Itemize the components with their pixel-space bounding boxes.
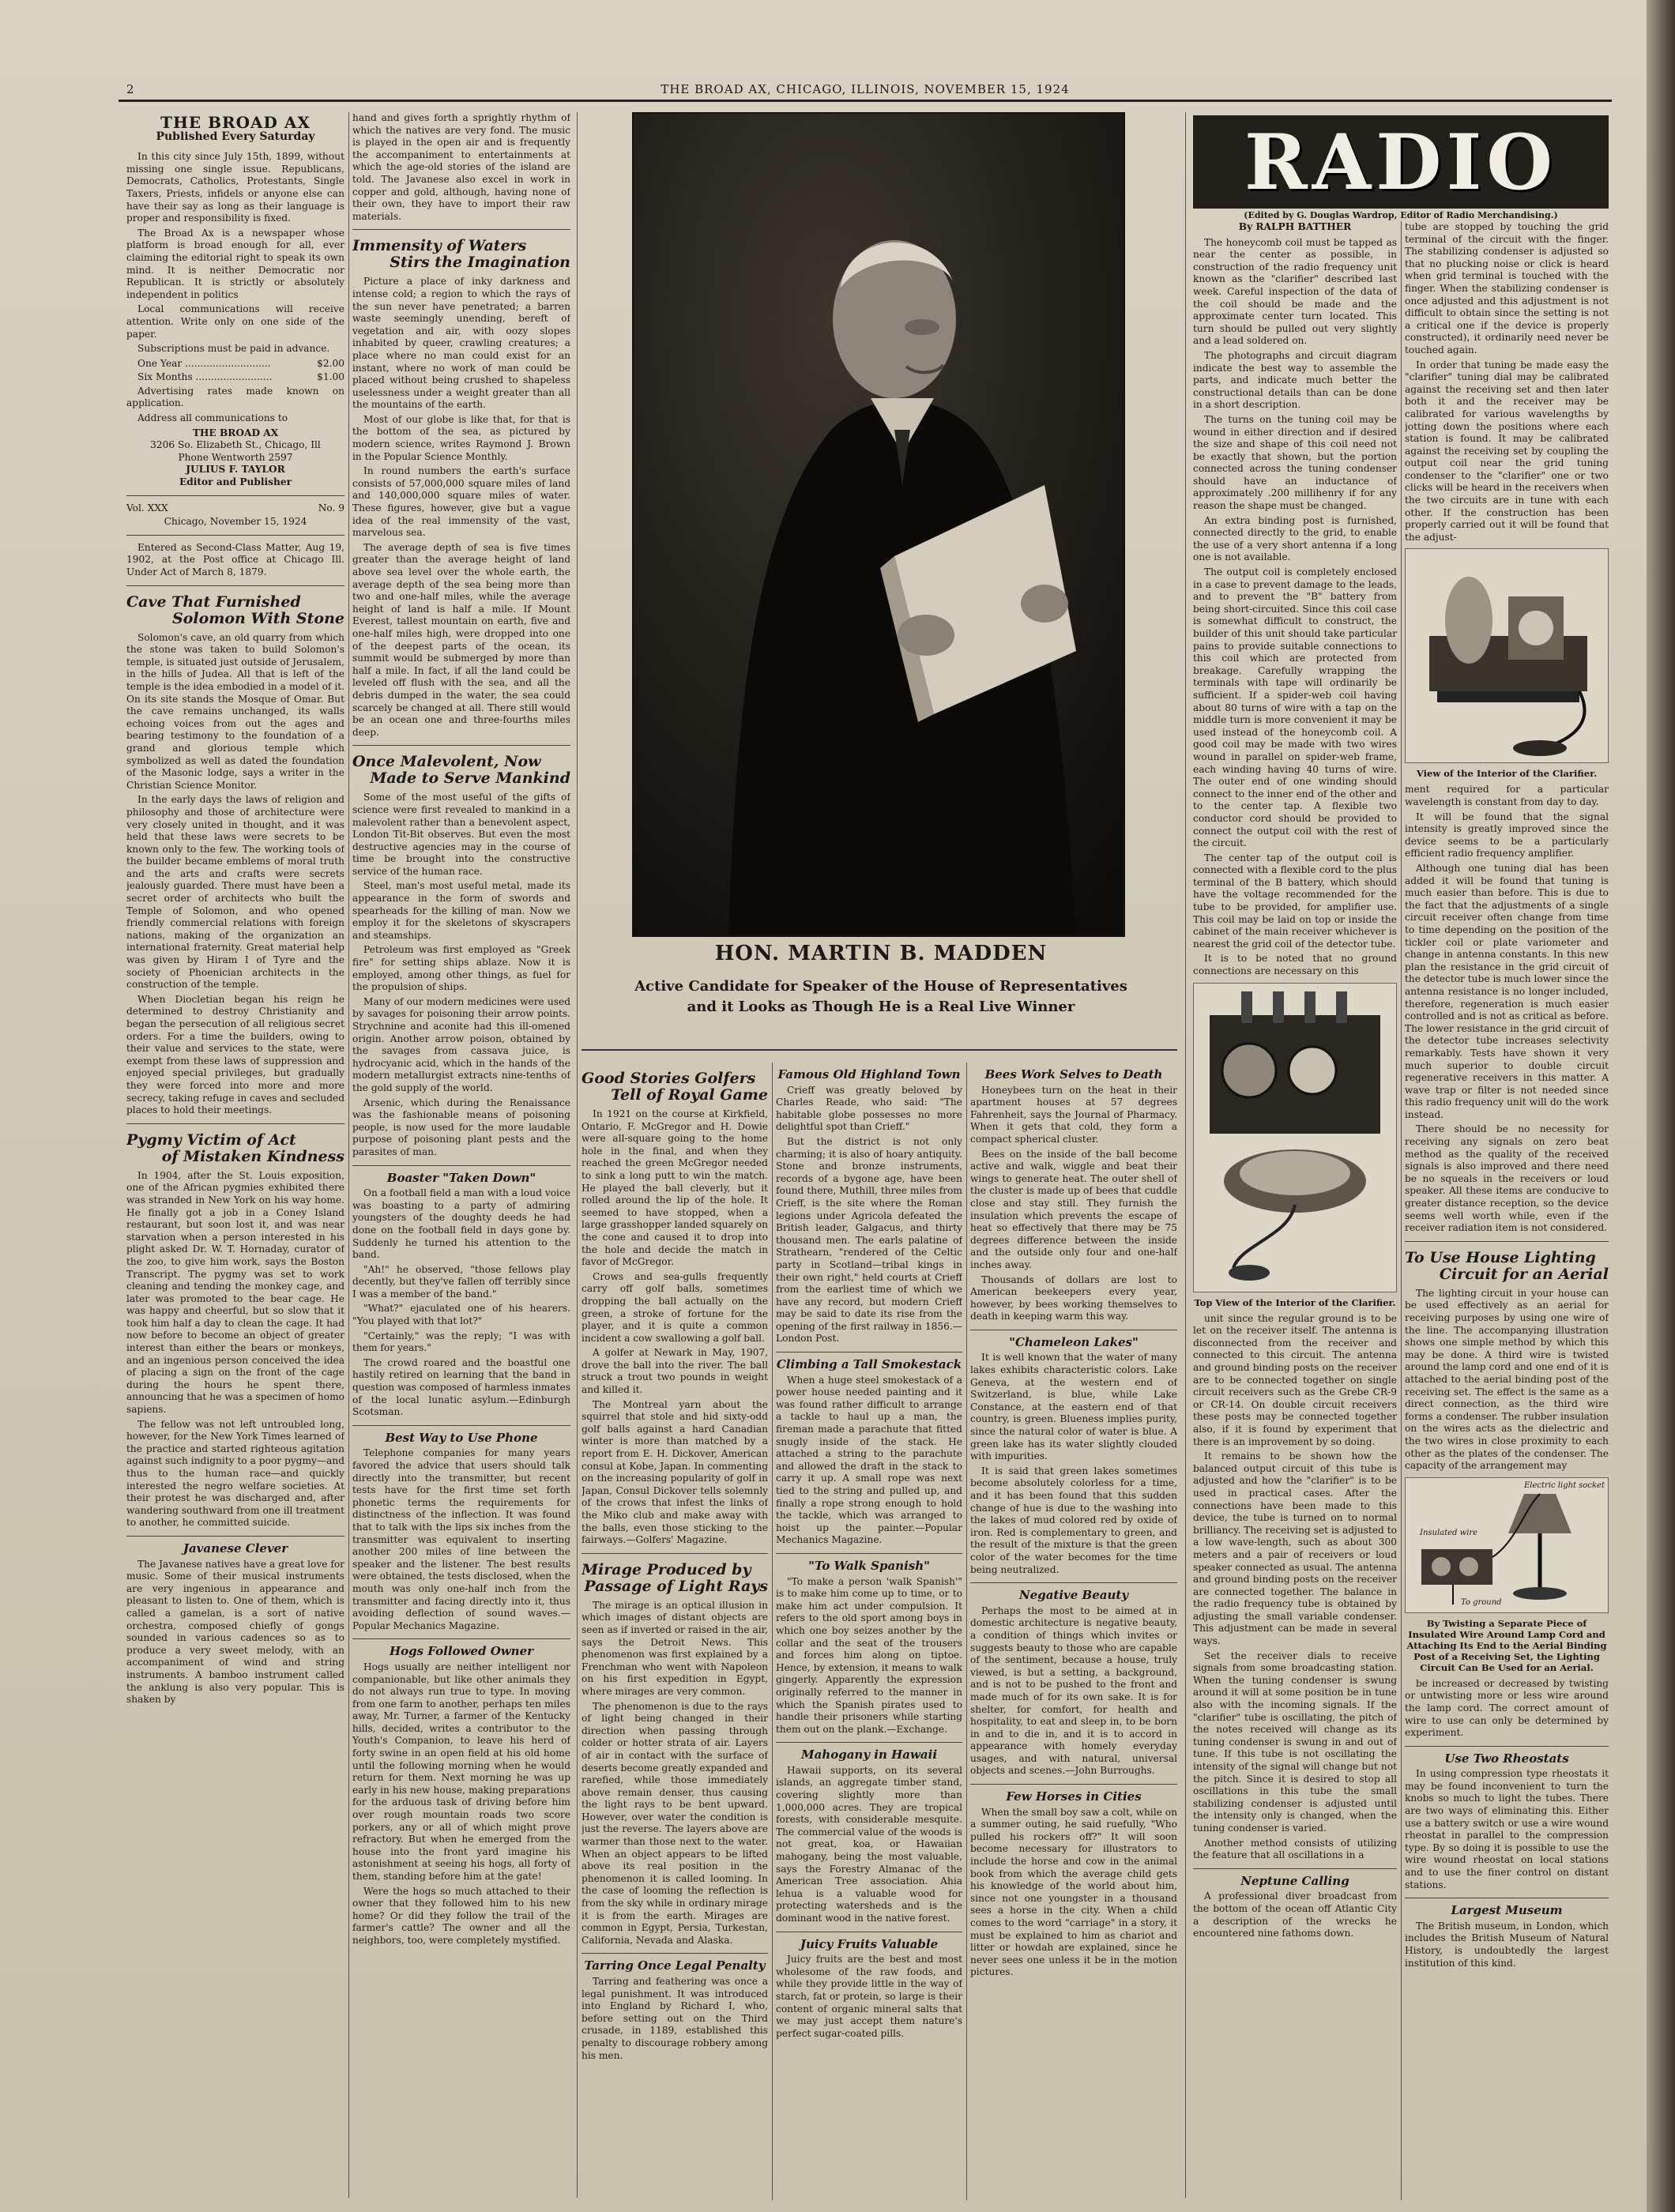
paragraph: An extra binding post is furnished, connected directly to the grid, to enable the use of a very short antenna if a long one is not available. — [1193, 514, 1397, 563]
divider — [352, 1425, 570, 1426]
headline: Climbing a Tall Smokestack — [776, 1357, 962, 1372]
subscription-term: Six Months ......................... — [137, 371, 273, 383]
radio-banner-title: RADIO — [1244, 117, 1558, 207]
headline: Mahogany in Hawaii — [800, 1747, 938, 1762]
paragraph: be increased or decreased by twisting or untwisting more or less wire around the lamp cord. The correct amount of wire to use can only be determined by experiment. — [1405, 1677, 1609, 1739]
headline — [582, 1562, 768, 1595]
paragraph: There should be no necessity for receiving any signals on zero beat method as the quality of the received signals is also improved and there need be no squeals in the receivers or loud speaker. All these items are conducive to greater distance reception, so the device seems well worth while, even if the receiver radiation item is not considered. — [1405, 1123, 1609, 1234]
divider — [1405, 1746, 1609, 1747]
paragraph: In order that tuning be made easy the "clarifier" tuning dial may be calibrated against the receiving set and then later both it and the receiver may be calibrated for various wavelengths by jotting down the positions where each station is found. It may be calibrated against the receiving set by coupling the output coil near the grid tuning condenser to the "clarifier" one or two clicks will be heard in the receivers when the two circuits are in tune with each other. If the construction has been properly carried out it will be found that the adjust- — [1405, 359, 1609, 543]
figure-caption: Top View of the Interior of the Clarifier. — [1194, 1296, 1396, 1308]
column-rule — [772, 1063, 773, 2200]
byline: By RALPH BATTHER — [1238, 221, 1352, 232]
paragraph: Advertising rates made known on application. — [126, 385, 344, 409]
issue-date: Chicago, November 15, 1924 — [164, 516, 307, 528]
divider — [582, 1049, 1177, 1051]
paragraph: The turns on the tuning coil may be wound in either direction and if desired the size and shape of this coil need not be exactly that shown, but the portion connected across the tuning condenser should have an inductance of approximately .200 millihenry if for any reason the shape must be changed. — [1193, 413, 1397, 512]
paragraph: It remains to be shown how the balanced output circuit of this tube is adjusted and how the "clarifier" is to be used in practical cases. After the connections have been made to this device, the tube is turned on to normal brilliancy. The receiving set is adjusted to a low wave-length, such as about 300 meters and a pair of receivers or loud speaker connected as usual. The antenna and ground binding posts on the receiver are connected together. The balance in the radio frequency tube is obtained by adjusting the small variable condenser. This adjustment can be made in several ways. — [1193, 1450, 1397, 1647]
paragraph: The phenomenon is due to the rays of light being changed in their direction when passing through colder or hotter strata of air. Layers of air in contact with the surface of deserts become greatly expanded and rarefied, while those immediately above remain denser, thus causing the light rays to be bent upward. However, over water the condition is just the reverse. The layers above are warmer than those next to the water. When an object appears to be lifted above its real position in the phenomenon it is called looming. In the case of looming the reflection is from the sky while in ordinary mirage it is from the earth. Mirages are common in Egypt, Persia, Turkestan, California, Nevada and Alaska. — [582, 1700, 768, 1946]
headline-line: Circuit for an Aerial — [1439, 1265, 1609, 1283]
paragraph: Bees on the inside of the ball become active and walk, wiggle and beat their wings to generate heat. The outer shell of the cluster is made up of bees that cuddle close and stay still. They furnish the insulation which prevents the escape of heat so effectively that there may be 75 degrees difference between the inside and the outside only four and one-half inches away. — [970, 1148, 1177, 1270]
subscription-price: $2.00 — [317, 357, 344, 369]
headline: Javanese Clever — [183, 1540, 288, 1556]
paragraph: Crieff was greatly beloved by Charles Reade, who said: "The habitable globe possesses no more delightful spot than Crieff." — [776, 1084, 962, 1133]
paragraph: It is to be noted that no ground connections are necessary on this — [1193, 953, 1397, 977]
paragraph: Thousands of dollars are lost to American beekeepers every year, however, by bees working themselves to death in keeping warm this way. — [970, 1273, 1177, 1322]
headline — [352, 754, 570, 787]
address-line: JULIUS F. TAYLOR — [186, 464, 285, 476]
paragraph: It is said that green lakes sometimes become absolutely colorless for a time, and it has been found that this sudden change of hue is due to the washing into the lakes of mud colored red by oxide of iron. Red is complementary to green, and the result of the mixture is that the green color of the water becomes for the time being neutralized. — [970, 1465, 1177, 1575]
paragraph: Picture a place of inky darkness and intense cold; a region to which the rays of the sun never have penetrated; a barren waste seemingly unending, bereft of vegetation and air, with oozy slopes inhabited by queer, crawling creatures; a place where no man could exist for an instant, where no work of man could be placed without being crushed to shapeless uselessness under a weight greater than all the mountains of the earth. — [352, 276, 570, 411]
headline-line: of Mistaken Kindness — [161, 1147, 344, 1165]
headline-line: Made to Serve Mankind — [370, 769, 570, 788]
headline: Hogs Followed Owner — [389, 1644, 534, 1659]
figure-caption: View of the Interior of the Clarifier. — [1416, 768, 1598, 780]
paragraph: In this city since July 15th, 1899, without missing one single issue. Republicans, Democrats, Catholics, Protestants, Single Taxers, Priests, infidels or anyone else can have their say as long as their language is proper and responsibility is fixed. — [126, 151, 344, 224]
paragraph: In using compression type rheostats it may be found inconvenient to turn the knobs so much to light the tubes. There are two ways of eliminating this. Either use a battery switch or use a wire wound rheostat in parallel to the compression type. By so doing it is possible to use the wire wound rheostat on local stations and to use the finer control on distant stations. — [1405, 1768, 1609, 1890]
divider — [352, 745, 570, 746]
clarifier-illustration — [1194, 984, 1396, 1290]
headline-line: To Use House Lighting — [1405, 1248, 1596, 1266]
column-rule — [1185, 112, 1186, 2198]
paragraph: Set the receiver dials to receive signals from some broadcasting station. When the tuning condenser is swung around it will at some position be in tune also with the incoming signals. If the "clarifier" tube is oscillating, the pitch of the notes received will change as its tuning condenser is swung in and out of tune. If this tube is not oscillating the intensity of the signal will change but not the pitch. Since it is desired to stop all oscillations in this tube the small stabilizing condenser is adjusted until the intensity only is changed, when the tuning condenser is varied. — [1193, 1650, 1397, 1834]
paragraph: In round numbers the earth's surface consists of 57,000,000 square miles of land and 140,000,000 square miles of water. These figures, however, give but a vague idea of the real immensity of the vast, marvelous sea. — [352, 465, 570, 539]
headline-line: Cave That Furnished — [126, 592, 301, 611]
paragraph: "Certainly," was the reply; "I was with them for years." — [352, 1330, 570, 1354]
photo-caption — [632, 976, 1130, 1018]
paragraph: Petroleum was first employed as "Greek fire" for setting ships ablaze. Now it is employed, among other things, as fuel for the propulsion of ships. — [352, 944, 570, 993]
headline-line: Solomon With Stone — [172, 609, 344, 627]
headline: Famous Old Highland Town — [777, 1067, 961, 1082]
column-2 — [352, 112, 570, 2182]
paragraph: "What?" ejaculated one of his hearers. "You played with that lot?" — [352, 1303, 570, 1327]
paragraph: Hogs usually are neither intelligent nor companionable, but like other animals they do not always run true to type. In moving from one farm to another, perhaps ten miles away, Mr. Turner, a farmer of the Kentucky hills, decided, writes a contributor to the Youth's Companion, to leave his herd of forty swine in an open field at his old home until the following morning when he would return for them. Next morning he was up early in his new house, making preparations for the arduous task of driving before him over rough mountain roads two score porkers, any or all of which might prove refractory. But when he emerged from the house into the front yard imagine his astonishment at seeing his hogs, all forty of them, standing before him at the gate! — [352, 1661, 570, 1882]
paragraph: Many of our modern medicines were used by savages for poisoning their arrow points. Strychnine and aconite had this ill-omened origin. Another arrow poison, obtained by the savages from cassava juice, is hydrocyanic acid, which in the hands of the modern metallurgist extracts nine-tenths of the gold supply of the world. — [352, 995, 570, 1093]
paragraph: The lighting circuit in your house can be used effectively as an aerial for receiving purposes by using one wire of the line. The accompanying illustration shows one simple method by which this may be done. A third wire is twisted around the lamp cord and one end of it is attached to the aerial binding post of the receiving set. The effect is the same as a direct connection, as the third wire forms a condenser. The rubber insulation on the wires acts as the dielectric and the two wires in close proximity to each other as the plates of the condenser. The capacity of the arrangement may — [1405, 1287, 1609, 1472]
address-line: Phone Wentworth 2597 — [178, 451, 293, 463]
paragraph: Were the hogs so much attached to their owner that they followed him to his new home? Or did they follow the trail of the farmer's cattle? The owner and all the neighbors, too, were completely mystified. — [352, 1885, 570, 1946]
divider — [970, 1582, 1177, 1583]
headline: "Chameleon Lakes" — [1009, 1334, 1139, 1349]
caption-line: and it Looks as Though He is a Real Live Winner — [687, 999, 1075, 1015]
paragraph: unit since the regular ground is to be let on the receiver itself. The antenna is disconnected from the receiver and connected to this circuit. The antenna and ground binding posts on the receiver are to be connected together on single circuit receivers such as the Grebe CR-9 or CR-14. On double circuit receivers these posts may be connected together also, if it is found by experiment that there is an improvement by so doing. — [1193, 1312, 1397, 1447]
photo-caption-title: HON. MARTIN B. MADDEN — [714, 942, 1048, 965]
portrait-illustration — [634, 114, 1124, 935]
radio-editor-line: (Edited by G. Douglas Wardrop, Editor of Radio Merchandising.) — [1244, 210, 1558, 220]
center-column-1 — [582, 1063, 768, 2200]
subscription-price: $1.00 — [317, 371, 344, 383]
headline-line: Immensity of Waters — [352, 237, 527, 255]
paragraph: The fellow was not left untroubled long, however, for the New York Times learned of the practice and started righteous agitation against such indignity to a poor pygmy—and thus to the human race—and quickly interested the negro welfare societies. At their protest he was discharged and, after wandering southward from one ill treatment to another, he committed suicide. — [126, 1418, 344, 1529]
paragraph: Telephone companies for many years favored the advice that users should talk directly into the transmitter, but recent tests have for the first time set forth phonetic terms the requirements for distinctness of the inflection. It was found that to talk with the lips six inches from the transmitter was equivalent to inserting another 200 miles of line between the speaker and the listener. The best results were obtained, the tests disclosed, when the mouth was only one-half inch from the transmitter and facing directly into it, thus avoiding deflection of sound waves.—Popular Mechanics Magazine. — [352, 1447, 570, 1631]
figure-caption: By Twisting a Separate Piece of Insulated Wire Around Lamp Cord and Attaching Its End to the Aerial Binding Post of a Receiving Set, the Lighting Circuit Can Be Used for an Aerial. — [1406, 1617, 1607, 1673]
page-number: 2 — [126, 82, 135, 96]
headline — [352, 238, 570, 271]
paragraph: Crows and sea-gulls frequently carry off golf balls, sometimes dropping the ball actually on the green, a stroke of fortune for the player, and it is quite a common incident a cow swallowing a golf ball. — [582, 1270, 768, 1344]
paragraph: hand and gives forth a sprightly rhythm of which the natives are very fond. The music is played in the open air and is frequently the accompaniment to entertainments at which the age-old stories of the island are told. The Javanese also excel in work in copper and gold, although, having none of their own, they have to import their raw materials. — [352, 112, 570, 222]
divider — [582, 1953, 768, 1954]
headline: Few Horses in Cities — [1006, 1789, 1142, 1804]
paragraph: The center tap of the output coil is connected with a flexible cord to the plus terminal of the B battery, which should have the voltage recommended for the tube to be provided, for amplifier use. This coil may be laid on top or inside the cabinet of the main receiver whichever is nearest the grid coil of the detector tube. — [1193, 852, 1397, 950]
paragraph: Tarring and feathering was once a legal punishment. It was introduced into England by Richard I, who, before setting out on the Third crusade, in 1189, established this penalty to discourage robbery among his men. — [582, 1976, 768, 2061]
paragraph: "Ah!" he observed, "those fellows play decently, but they've fallen off terribly since I was a member of the band." — [352, 1263, 570, 1300]
divider — [352, 229, 570, 230]
divider — [582, 1553, 768, 1554]
divider — [1405, 1241, 1609, 1242]
paragraph: The photographs and circuit diagram indicate the best way to assemble the parts, and indicate much better the constructional details than can be done in a short description. — [1193, 349, 1397, 411]
lamp-cord-illustration — [1406, 1478, 1608, 1611]
subscription-line — [137, 371, 344, 384]
paragraph: Steel, man's most useful metal, made its appearance in the form of swords and spearheads for the killing of man. Now we employ it for the skeletons of skyscrapers and steamships. — [352, 880, 570, 941]
paragraph: The average depth of sea is five times greater than the average height of land above sea level over the whole earth, the average depth of the sea being more than two and one-half miles, while the average height of land is half a mile. If Mount Everest, tallest mountain on earth, five and one-half miles high, were dropped into one of the deepest parts of the ocean, its summit would be submerged by more than half a mile. In fact, if all the land could be leveled off flush with the sea, and all the debris dumped in the water, the sea could scarcely be changed at all. There still would be an ocean one and three-fourths miles deep. — [352, 541, 570, 738]
paragraph: The crowd roared and the boastful one hastily retired on learning that the band in question was composed of harmless inmates of the local lunatic asylum.—Edinburgh Scotsman. — [352, 1356, 570, 1418]
paragraph: ment required for a particular wavelength is constant from day to day. — [1405, 784, 1609, 808]
divider — [1193, 1868, 1397, 1869]
paragraph: The Javanese natives have a great love for music. Some of their musical instruments are very ingenious in appearance and pleasant to listen to. One of them, which is called a gamelan, is a sort of native orchestra, composed chiefly of gongs sounded in various cadences so as to produce a very sweet melody, with an accompaniment of wind and string instruments. A bamboo instrument called the anklung is also very popular. This is shaken by — [126, 1558, 344, 1706]
diagram-label: Insulated wire — [1420, 1528, 1478, 1537]
paragraph: Honeybees turn on the heat in their apartment houses at 57 degrees Fahrenheit, says the Journal of Pharmacy. When it gets that cold, they form a compact spherical cluster. — [970, 1084, 1177, 1145]
headline-line: Tell of Royal Game — [611, 1086, 768, 1104]
diagram-label: Electric light socket — [1524, 1480, 1605, 1490]
paragraph: The mirage is an optical illusion in which images of distant objects are seen as if inverted or raised in the air, says the Detroit News. This phenomenon was first explained by a Frenchman who went with Napoleon on his first expedition in Egypt, where mirages are very common. — [582, 1599, 768, 1697]
headline: Juicy Fruits Valuable — [800, 1936, 939, 1951]
headline: Negative Beauty — [1018, 1588, 1129, 1603]
portrait-photo — [632, 112, 1125, 937]
paragraph: Most of our globe is like that, for that is the bottom of the sea, as pictured by modern science, writes Raymond J. Brown in the Popular Science Monthly. — [352, 413, 570, 462]
paragraph: The British museum, in London, which includes the British Museum of Natural History, is undoubtedly the largest institution of this kind. — [1405, 1920, 1609, 1969]
headline: Largest Museum — [1451, 1903, 1563, 1918]
paragraph: "To make a person 'walk Spanish'" is to make him come up to time, or to make him act under compulsion. It refers to the old sport among boys in which one boy seizes another by the collar and the seat of the trousers and forces him along on tiptoe. Hence, by extension, it means to walk gingerly. Apparently the expression originally referred to the manner in which the Spanish pirates used to handle their prisoners while starting them out on the plank.—Exchange. — [776, 1575, 962, 1735]
paragraph: The honeycomb coil must be tapped as near the center as possible, in construction of the radio frequency unit known as the "clarifier" described last week. Careful inspection of the data of the coil should be made and the approximate center turn located. This turn should be pulled out very slightly and a lead soldered on. — [1193, 236, 1397, 347]
radio-column-2 — [1405, 221, 1609, 2212]
paragraph: The output coil is completely enclosed in a case to prevent damage to the leads, and to prevent the "B" battery from being short-circuited. Since this coil case is somewhat difficult to construct, the builder of this unit should take particular pains to provide suitable connections to this coil which are protected from breakage. Carefully wrapping the terminals with tape will ordinarily be sufficient. If a spider-web coil having about 80 turns of wire with a tap on the middle turn is more convenient it may be used instead of the honeycomb coil. A good coil may be made with two wires wound in parallel on spider-web frame, each winding having 40 turns of wire. The outer end of one winding should connect to the inner end of the other and to the center tap. A flexible two conductor cord should be provided to connect the output coil with the rest of the circuit. — [1193, 566, 1397, 849]
headline — [126, 1132, 344, 1165]
headline — [582, 1070, 768, 1104]
subscription-line — [137, 358, 344, 371]
column-rule — [577, 112, 578, 2198]
divider — [126, 1123, 344, 1124]
paragraph: tube are stopped by touching the grid terminal of the circuit with the finger. The stabilizing condenser is adjusted so that no plucking noise or click is heard when grid terminal is touched with the finger. When the stabilizing condenser is once adjusted and this adjustment is not difficult to obtain since the setting is not a critical one if the device is properly constructed), it ordinarily need never be touched again. — [1405, 221, 1609, 356]
divider — [352, 1165, 570, 1166]
masthead-title: THE BROAD AX, CHICAGO, ILLINOIS, NOVEMBER 15, 1924 — [661, 82, 1070, 96]
paragraph: Local communications will receive attention. Write only on one side of the paper. — [126, 303, 344, 340]
divider — [126, 495, 344, 496]
paragraph: When a huge steel smokestack of a power house needed painting and it was found rather difficult to arrange a tackle to haul up a man, the fireman made a parachute that fitted snugly inside of the stack. He attached a string to the parachute and allowed the draft in the stack to carry it up. A small rope was next tied to the string and pulled up, and finally a rope strong enough to hold the tackle, which was arranged to hoist up the painter.—Popular Mechanics Magazine. — [776, 1374, 962, 1546]
diagram-label: To ground — [1461, 1597, 1502, 1607]
center-column-3 — [970, 1063, 1177, 2200]
paragraph: Juicy fruits are the best and most wholesome of the raw foods, and while they provide little in the way of starch, fat or protein, so large is their content of organic mineral salts that we may just accept them nature's perfect sugar-coated pills. — [776, 1954, 962, 2039]
column-1 — [126, 112, 344, 2182]
headline: Bees Work Selves to Death — [984, 1067, 1163, 1082]
issue-number: No. 9 — [318, 502, 344, 514]
headline-line: Passage of Light Rays — [584, 1577, 768, 1595]
paragraph: When Diocletian began his reign he determined to destroy Christianity and began the persecution of all religious secret orders. For a time the builders, owing to their value and services to the state, were exempt from these laws of suppression and enjoyed special privileges, but gradually they were forced into more and more secrecy, taking refuge in caves and secluded places to hold their meetings. — [126, 993, 344, 1116]
paragraph: A golfer at Newark in May, 1907, drove the ball into the river. The ball struck a trout two pounds in weight and killed it. — [582, 1347, 768, 1396]
divider — [126, 535, 344, 536]
paragraph: In the early days the laws of religion and philosophy and those of architecture were very closely united in thought, and it was held that these laws were secrets to be known only to the few. The working tools of the builder became emblems of moral truth and the arts and crafts were secrets jealously guarded. There must have been a secret order of architects who built the Temple of Solomon, and who opened friendly commercial relations with foreign nations, making of the organization an international fraternity. Great material help was given by Hiram I of Tyre and the society of Phoenician architects in the construction of the temple. — [126, 794, 344, 991]
divider — [776, 1742, 962, 1743]
paragraph: Although one tuning dial has been added it will be found that tuning is much easier than before. This is due to the fact that the adjustments of a single circuit receiver often change from time to time depending on the position of the tickler coil or plate variometer and change in antenna constants. In this new plan the resistance in the grid circuit of the detector tube is much lower since the antenna resistance is no longer included, therefore, regeneration is much easier controlled and is not as critical as before. The lower resistance in the grid circuit of the detector tube increases selectivity remarkably. Tests have shown it very much superior to double circuit regenerative receivers in this matter. A wave trap or filter is not needed since this radio frequency unit will do the work instead. — [1405, 863, 1609, 1120]
clarifier-top-view-photo — [1193, 983, 1397, 1292]
divider — [126, 585, 344, 586]
broadax-title: THE BROAD AX — [160, 113, 311, 132]
radio-column-1 — [1193, 221, 1397, 2212]
clarifier-interior-illustration — [1406, 549, 1608, 761]
address-line: Editor and Publisher — [179, 476, 292, 488]
address-line: 3206 So. Elizabeth St., Chicago, Ill — [150, 439, 321, 451]
paragraph: A professional diver broadcast from the bottom of the ocean off Atlantic City a description of the wrecks he encountered nine fathoms down. — [1193, 1890, 1397, 1939]
column-rule — [966, 1063, 967, 2200]
headline: Neptune Calling — [1240, 1873, 1349, 1888]
headline: Boaster "Taken Down" — [386, 1170, 536, 1185]
paragraph: When the small boy saw a colt, while on a summer outing, he said ruefully, "Who pulled his rockers off?" It will soon become necessary for illustrators to include the horse and cow in the animal book from which the average child gets his knowledge of the world about him, since not one youngster in a thousand sees a horse in the city. When a child comes to the word "carriage" in a story, it must be explained to him as chariot and litter or howdah are explained, since he never sees one unless it be in the motion pictures. — [970, 1806, 1177, 1978]
headline: Best Way to Use Phone — [385, 1430, 538, 1445]
headline-line: Stirs the Imagination — [390, 254, 570, 272]
subscription-term: One Year ............................ — [137, 357, 271, 369]
paragraph: It will be found that the signal intensity is greatly improved since the device seems to be a particularly efficient radio frequency amplifier. — [1405, 811, 1609, 860]
paragraph: It is well known that the water of many lakes exhibits characteristic colors. Lake Geneva, at the western end of Switzerland, is blue, while Lake Constance, at the eastern end of that country, is green. Blueness implies purity, since the natural color of water is blue. A green lake has its water slightly clouded with impurities. — [970, 1352, 1177, 1462]
headline: Tarring Once Legal Penalty — [584, 1958, 766, 1973]
paragraph: Solomon's cave, an old quarry from which the stone was taken to build Solomon's temple, is situated just outside of Jerusalem, in the hills of Judea. All that is left of the temple is the idea embodied in a model of it. On its site stands the Mosque of Omar. But the cave remains unchanged, its walls echoing voices from out the ages and bearing testimony to the foundation of a grand and glorious temple which symbolized as well as dated the foundation of the Masonic lodge, says a writer in the Christian Science Monitor. — [126, 631, 344, 791]
caption-line: Active Candidate for Speaker of the House of Representatives — [634, 978, 1127, 995]
broadax-subtitle: Published Every Saturday — [156, 130, 315, 143]
paragraph: Perhaps the most to be aimed at in domestic architecture is negative beauty, a condition of things which invites or suggests beauty to those who are capable of the sentiment, because a house, truly viewed, is but a setting, a background, and is not to be pushed to the front and made much of for its own sake. It is for shelter, for comfort, for health and hospitality, to eat and sleep in, to be born in and to die in, and it is to accord in appearance with homely everyday usages, and with natural, universal objects and scenes.—John Burroughs. — [970, 1604, 1177, 1777]
divider — [776, 1553, 962, 1554]
paragraph: On a football field a man with a loud voice was boasting to a party of admiring youngsters of the doughty deeds he had done on the football field in days gone by. Suddenly he turned his attention to the band. — [352, 1187, 570, 1261]
paragraph: But the district is not only charming; it is also of hoary antiquity. Stone and bronze instruments, records of a bygone age, have been found there, Muthill, three miles from Crieff, is the site where the Roman legions under Agricola defeated the British leader, Galgacus, and thirty thousand men. The earls palatine of Strathearn, "rendered of the Celtic party in Scotland—tribal kings in their own right," held courts at Crieff from the earliest time of which we have any record, but modern Crieff may be said to date its rise from the opening of the first railway in 1856.—London Post. — [776, 1135, 962, 1345]
paragraph: Address all communications to — [137, 412, 288, 424]
masthead — [119, 82, 1612, 101]
paragraph: Entered as Second-Class Matter, Aug 19, 1902, at the Post office at Chicago Ill. Under Act of March 8, 1879. — [126, 541, 344, 577]
headline — [126, 594, 344, 627]
paragraph: The Montreal yarn about the squirrel that stole and hid sixty-odd golf balls against a hard Canadian winter is more than matched by a report from E. H. Dickover, American consul at Kobe, Japan. In commenting on the increasing popularity of golf in Japan, Consul Dickover tells solemnly of the crows that infest the links of the Miko club and make away with the balls, even those sticking to the fairways.—Golfers' Magazine. — [582, 1398, 768, 1546]
headline — [1405, 1250, 1609, 1283]
headline-line: Good Stories Golfers — [582, 1070, 756, 1087]
divider — [126, 1536, 344, 1537]
page-binding-edge — [1647, 0, 1675, 2212]
headline: Use Two Rheostats — [1444, 1751, 1569, 1766]
paragraph: Subscriptions must be paid in advance. — [137, 343, 330, 355]
column-rule — [348, 112, 349, 2198]
paragraph: In 1904, after the St. Louis exposition, one of the African pygmies exhibited there was stranded in New York on his way home. He finally got a job in a Coney Island restaurant, but soon lost it, and was near starvation when a person interested in his plight asked Dr. W. T. Hornaday, curator of the zoo, to give him work, says the Boston Transcript. The pygmy was set to work cleaning and tending the monkey cage, and later was promoted to the bear cage. He was happy and cheerful, but so slow that it took him half a day to clean the cage. It had now before to become an object of greater interest than either the bears or monkeys, and an ingenious person conceived the idea of placing a sign on the front of the cage during the hours he spent there, announcing that he was a specimen of homo sapiens. — [126, 1169, 344, 1416]
masthead-rule — [119, 100, 1612, 102]
headline-line: Once Malevolent, Now — [352, 753, 541, 771]
divider — [970, 1784, 1177, 1785]
paragraph: The Broad Ax is a newspaper whose platform is broad enough for all, ever claiming the editorial right to speak its own mind. It is neither Democratic nor Republican. It is strictly or absolutely independent in politics — [126, 227, 344, 300]
paragraph: Some of the most useful of the gifts of science were first revealed to mankind in a malevolent rather than a benevolent aspect, London Tit-Bit observes. But even the most destructive agencies may in the course of time be brought into the constructive service of the human race. — [352, 792, 570, 877]
lamp-cord-aerial-diagram — [1405, 1477, 1609, 1613]
paragraph: Hawaii supports, on its several islands, an aggregate timber stand, covering slightly more than 1,000,000 acres. They are tropical forests, with considerable mesquite. The commercial value of the woods is not great, koa, or Hawaiian mahogany, being the most valuable, says the Forestry Almanac of the American Tree association. Ahia lehua is a valuable wood for protecting watersheds and is the dominant wood in the native forest. — [776, 1764, 962, 1924]
divider — [352, 1638, 570, 1639]
headline-line: Pygmy Victim of Act — [126, 1130, 296, 1149]
volume: Vol. XXX — [126, 502, 168, 514]
paragraph: In 1921 on the course at Kirkfield, Ontario, F. McGregor and H. Dowie were all-square going to the home hole in the final, and when they reached the green McGregor needed to sink a long putt to win the match. He played the ball cleverly, but it rolled around the lip of the hole. It seemed to have stopped, when a large grasshopper landed squarely on the cone and caused it to drop into the hole and decide the match in favor of McGregor. — [582, 1108, 768, 1268]
center-column-2 — [776, 1063, 962, 2200]
radio-banner — [1193, 115, 1609, 209]
headline: "To Walk Spanish" — [808, 1558, 930, 1573]
paragraph: Another method consists of utilizing the feature that all oscillations in a — [1193, 1837, 1397, 1861]
column-rule — [1401, 221, 1402, 2200]
volume-line — [126, 502, 344, 515]
address-line: THE BROAD AX — [192, 427, 279, 438]
clarifier-interior-photo — [1405, 548, 1609, 763]
paragraph: Arsenic, which during the Renaissance was the fashionable means of poisoning people, is now used for the more laudable purpose of poisoning plant pests and the parasites of man. — [352, 1097, 570, 1157]
headline-line: Mirage Produced by — [582, 1560, 751, 1578]
